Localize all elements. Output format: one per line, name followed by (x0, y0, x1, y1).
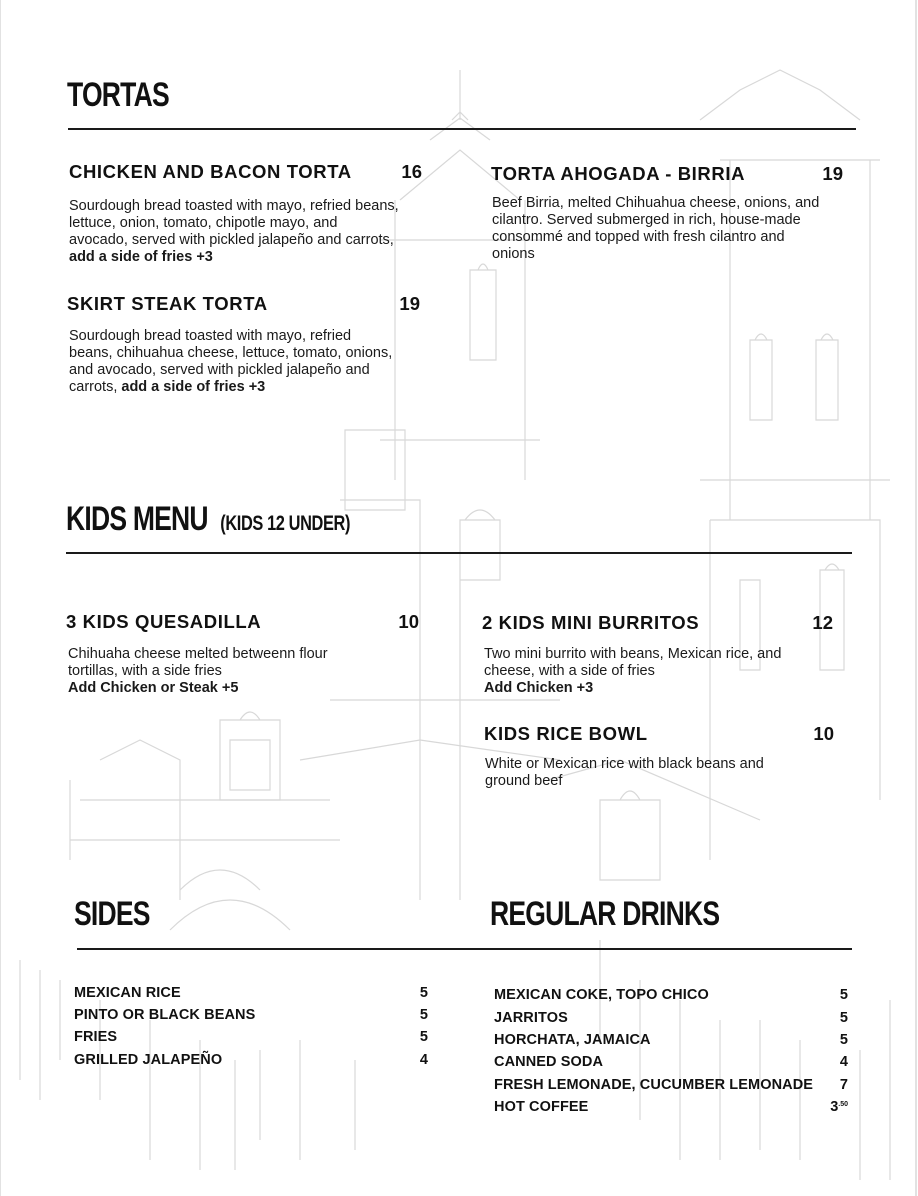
kids-mini-burritos-name: 2 KIDS MINI BURRITOS (482, 612, 700, 633)
drink-item-name: JARRITOS (494, 1010, 568, 1026)
side-item-name: FRIES (74, 1029, 118, 1045)
drink-item-name: HORCHATA, JAMAICA (494, 1032, 651, 1048)
side-item (74, 1052, 428, 1068)
side-item-name: PINTO OR BLACK BEANS (74, 1007, 256, 1023)
drink-item (494, 1032, 848, 1048)
chicken-bacon-torta-name: CHICKEN AND BACON TORTA (69, 161, 352, 182)
skirt-steak-torta-description: Sourdough bread toasted with mayo, refried beans, chihuahua cheese, lettuce, tomato, onions, and avocado, served with pickled jalapeño and carrots, add a side of fries +3 (69, 328, 393, 395)
side-item (74, 1007, 428, 1023)
torta-ahogada-birria-price: 19 (822, 163, 843, 184)
skirt-steak-torta-price: 19 (399, 293, 420, 314)
drink-item (494, 987, 848, 1003)
torta-ahogada-birria-description: Beef Birria, melted Chihuahua cheese, onions, and cilantro. Served submerged in rich, house-made consommé and topped with fresh cilantro and onions (492, 195, 820, 262)
kids-rice-bowl-name: KIDS RICE BOWL (484, 723, 648, 744)
kids-mini-burritos-addon: Add Chicken +3 (484, 680, 594, 696)
skirt-steak-torta-name: SKIRT STEAK TORTA (67, 293, 268, 314)
side-item-name: GRILLED JALAPEÑO (74, 1052, 223, 1068)
side-item-price: 5 (419, 985, 428, 1001)
kids-quesadilla-description: Chihuaha cheese melted betweenn flour tortillas, with a side fries Add Chicken or Steak +5 (68, 646, 328, 696)
drink-item-price-cents: .50 (838, 1101, 848, 1108)
kids-quesadilla-name: 3 KIDS QUESADILLA (66, 611, 262, 632)
drink-item-price: 5 (839, 1032, 848, 1048)
kids-mini-burritos-price: 12 (812, 612, 833, 633)
kids-rice-bowl-description: White or Mexican rice with black beans and ground beef (485, 756, 764, 789)
tortas-section-title: TORTAS (67, 76, 169, 114)
drink-item-price: $3^{.50}$ (830, 1099, 848, 1115)
kids-rice-bowl-price: 10 (813, 723, 834, 744)
drink-item (494, 1054, 848, 1070)
chicken-bacon-torta-description: Sourdough bread toasted with mayo, refried beans, lettuce, onion, tomato, chipotle mayo, and avocado, served with pickled jalapeño and carrots, add a side of fries +3 (69, 198, 399, 265)
drink-item-price: 7 (839, 1077, 848, 1093)
kids-menu-age-note: (KIDS 12 UNDER) (220, 512, 351, 535)
side-item-price: 5 (419, 1029, 428, 1045)
kids-mini-burritos-description: Two mini burrito with beans, Mexican rice, and cheese, with a side of fries Add Chicken +3 (484, 646, 782, 696)
side-item-name: MEXICAN RICE (74, 985, 181, 1001)
skirt-steak-torta-addon: add a side of fries +3 (121, 379, 266, 395)
drink-item-price: 4 (839, 1054, 848, 1070)
drink-item-name: HOT COFFEE (494, 1099, 589, 1115)
drink-item (494, 1077, 848, 1093)
drinks-section-title: REGULAR DRINKS (490, 895, 720, 933)
chicken-bacon-torta-price: 16 (401, 161, 422, 182)
sides-section-title: SIDES (74, 895, 150, 933)
drink-item-name: FRESH LEMONADE, CUCUMBER LEMONADE (494, 1077, 814, 1093)
kids-menu-title-text: KIDS MENU (66, 500, 208, 538)
kids-menu-section-title (66, 502, 350, 536)
kids-quesadilla-addon: Add Chicken or Steak +5 (68, 680, 239, 696)
tortas-divider (68, 128, 856, 130)
kids-quesadilla-price: 10 (398, 611, 419, 632)
drink-item (494, 1099, 848, 1115)
drink-item-name: MEXICAN COKE, TOPO CHICO (494, 987, 709, 1003)
side-item (74, 1029, 428, 1045)
drink-item-price: 5 (839, 987, 848, 1003)
side-item-price: 5 (419, 1007, 428, 1023)
kids-menu-divider (66, 552, 852, 554)
drink-item (494, 1010, 848, 1026)
side-item (74, 985, 428, 1001)
drink-item-name: CANNED SODA (494, 1054, 604, 1070)
sides-drinks-divider (77, 948, 852, 950)
drink-item-price: 5 (839, 1010, 848, 1026)
torta-ahogada-birria-name: TORTA AHOGADA - BIRRIA (491, 163, 746, 184)
side-item-price: 4 (419, 1052, 428, 1068)
chicken-bacon-torta-addon: add a side of fries +3 (69, 249, 213, 265)
